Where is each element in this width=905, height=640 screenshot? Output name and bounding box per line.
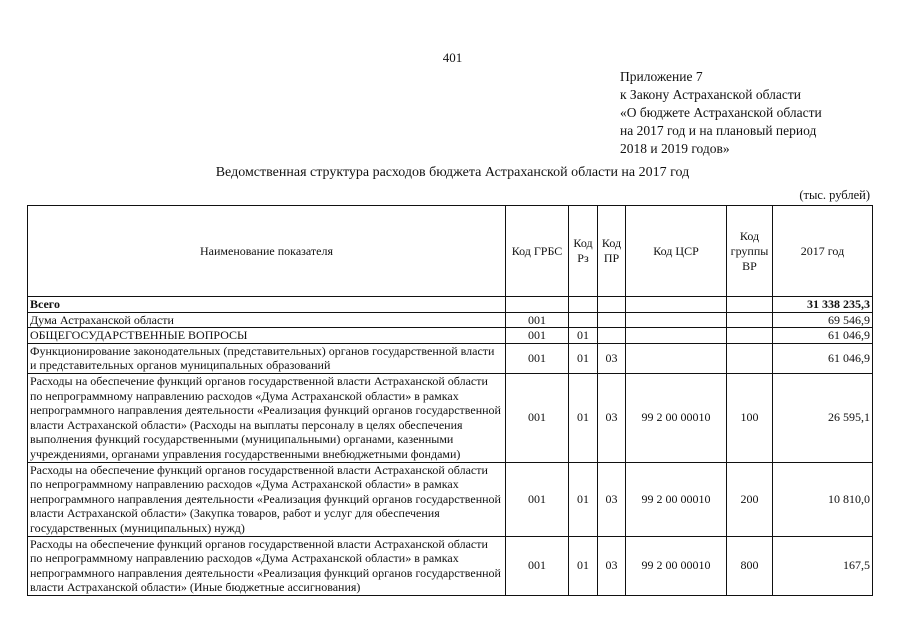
row-csr: 99 2 00 00010 bbox=[626, 373, 727, 462]
row-grbs: 001 bbox=[506, 343, 569, 373]
row-vr bbox=[727, 312, 773, 328]
row-rz: 01 bbox=[569, 462, 598, 536]
table-row-total bbox=[28, 297, 873, 313]
table-row bbox=[28, 462, 873, 536]
row-csr bbox=[626, 343, 727, 373]
row-amount: 61 046,9 bbox=[773, 343, 873, 373]
row-vr bbox=[727, 297, 773, 313]
row-vr: 800 bbox=[727, 536, 773, 595]
row-rz: 01 bbox=[569, 328, 598, 344]
row-rz: 01 bbox=[569, 536, 598, 595]
row-amount: 26 595,1 bbox=[773, 373, 873, 462]
header-year: 2017 год bbox=[773, 206, 873, 297]
row-name: ОБЩЕГОСУДАРСТВЕННЫЕ ВОПРОСЫ bbox=[28, 328, 506, 344]
row-vr bbox=[727, 343, 773, 373]
row-amount: 31 338 235,3 bbox=[773, 297, 873, 313]
table-header-row bbox=[28, 206, 873, 297]
table-row bbox=[28, 343, 873, 373]
row-grbs: 001 bbox=[506, 462, 569, 536]
row-vr: 100 bbox=[727, 373, 773, 462]
row-rz bbox=[569, 297, 598, 313]
row-csr bbox=[626, 312, 727, 328]
row-csr bbox=[626, 328, 727, 344]
row-grbs: 001 bbox=[506, 328, 569, 344]
row-grbs: 001 bbox=[506, 536, 569, 595]
row-rz: 01 bbox=[569, 343, 598, 373]
row-csr: 99 2 00 00010 bbox=[626, 536, 727, 595]
row-pr: 03 bbox=[598, 373, 626, 462]
row-pr bbox=[598, 312, 626, 328]
appendix-line: на 2017 год и на плановый период bbox=[620, 123, 817, 138]
page-number: 401 bbox=[442, 50, 463, 65]
row-name: Расходы на обеспечение функций органов государственной власти Астраханской области по непрограммному направлению расходов «Дума Астраханской области» в рамках непрограммного направления деятельности «Реализация функций органов государственной власти Астраханской области» (Расходы на выплаты персоналу в целях обеспечения выполнения функций государственными (муниципальными) органами, казенными учреждениями, органами управления государственными внебюджетными фондами) bbox=[28, 373, 506, 462]
units-label: (тыс. рублей) bbox=[799, 188, 870, 202]
row-vr bbox=[727, 328, 773, 344]
header-rz: Код Рз bbox=[569, 206, 598, 297]
row-csr: 99 2 00 00010 bbox=[626, 462, 727, 536]
row-name: Расходы на обеспечение функций органов государственной власти Астраханской области по непрограммному направлению расходов «Дума Астраханской области» в рамках непрограммного направления деятельности «Реализация функций органов государственной власти Астраханской области» (Иные бюджетные ассигнования) bbox=[28, 536, 506, 595]
row-amount: 61 046,9 bbox=[773, 328, 873, 344]
row-name: Расходы на обеспечение функций органов государственной власти Астраханской области по непрограммному направлению расходов «Дума Астраханской области» в рамках непрограммного направления деятельности «Реализация функций органов государственной власти Астраханской области» (Закупка товаров, работ и услуг для обеспечения государственных (муниципальных) нужд) bbox=[28, 462, 506, 536]
table-row bbox=[28, 536, 873, 595]
row-rz: 01 bbox=[569, 373, 598, 462]
appendix-line: Приложение 7 bbox=[620, 69, 703, 84]
row-name: Дума Астраханской области bbox=[28, 312, 506, 328]
row-pr: 03 bbox=[598, 536, 626, 595]
header-vr: Код группы ВР bbox=[727, 206, 773, 297]
row-grbs bbox=[506, 297, 569, 313]
budget-table bbox=[27, 205, 873, 596]
row-amount: 10 810,0 bbox=[773, 462, 873, 536]
appendix-line: «О бюджете Астраханской области bbox=[620, 105, 822, 120]
table-row bbox=[28, 373, 873, 462]
header-grbs: Код ГРБС bbox=[506, 206, 569, 297]
table-row bbox=[28, 328, 873, 344]
row-amount: 69 546,9 bbox=[773, 312, 873, 328]
row-grbs: 001 bbox=[506, 312, 569, 328]
row-vr: 200 bbox=[727, 462, 773, 536]
row-pr bbox=[598, 328, 626, 344]
row-name: Всего bbox=[28, 297, 506, 313]
row-pr: 03 bbox=[598, 462, 626, 536]
appendix-header bbox=[620, 68, 900, 158]
header-csr: Код ЦСР bbox=[626, 206, 727, 297]
row-csr bbox=[626, 297, 727, 313]
row-amount: 167,5 bbox=[773, 536, 873, 595]
row-pr: 03 bbox=[598, 343, 626, 373]
row-pr bbox=[598, 297, 626, 313]
row-rz bbox=[569, 312, 598, 328]
header-pr: Код ПР bbox=[598, 206, 626, 297]
row-name: Функционирование законодательных (представительных) органов государственной власти и представительных органов муниципальных образований bbox=[28, 343, 506, 373]
header-name: Наименование показателя bbox=[28, 206, 506, 297]
table-row bbox=[28, 312, 873, 328]
row-grbs: 001 bbox=[506, 373, 569, 462]
appendix-line: 2018 и 2019 годов» bbox=[620, 141, 730, 156]
appendix-line: к Закону Астраханской области bbox=[620, 87, 802, 102]
document-title: Ведомственная структура расходов бюджета Астраханской области на 2017 год bbox=[215, 165, 690, 180]
